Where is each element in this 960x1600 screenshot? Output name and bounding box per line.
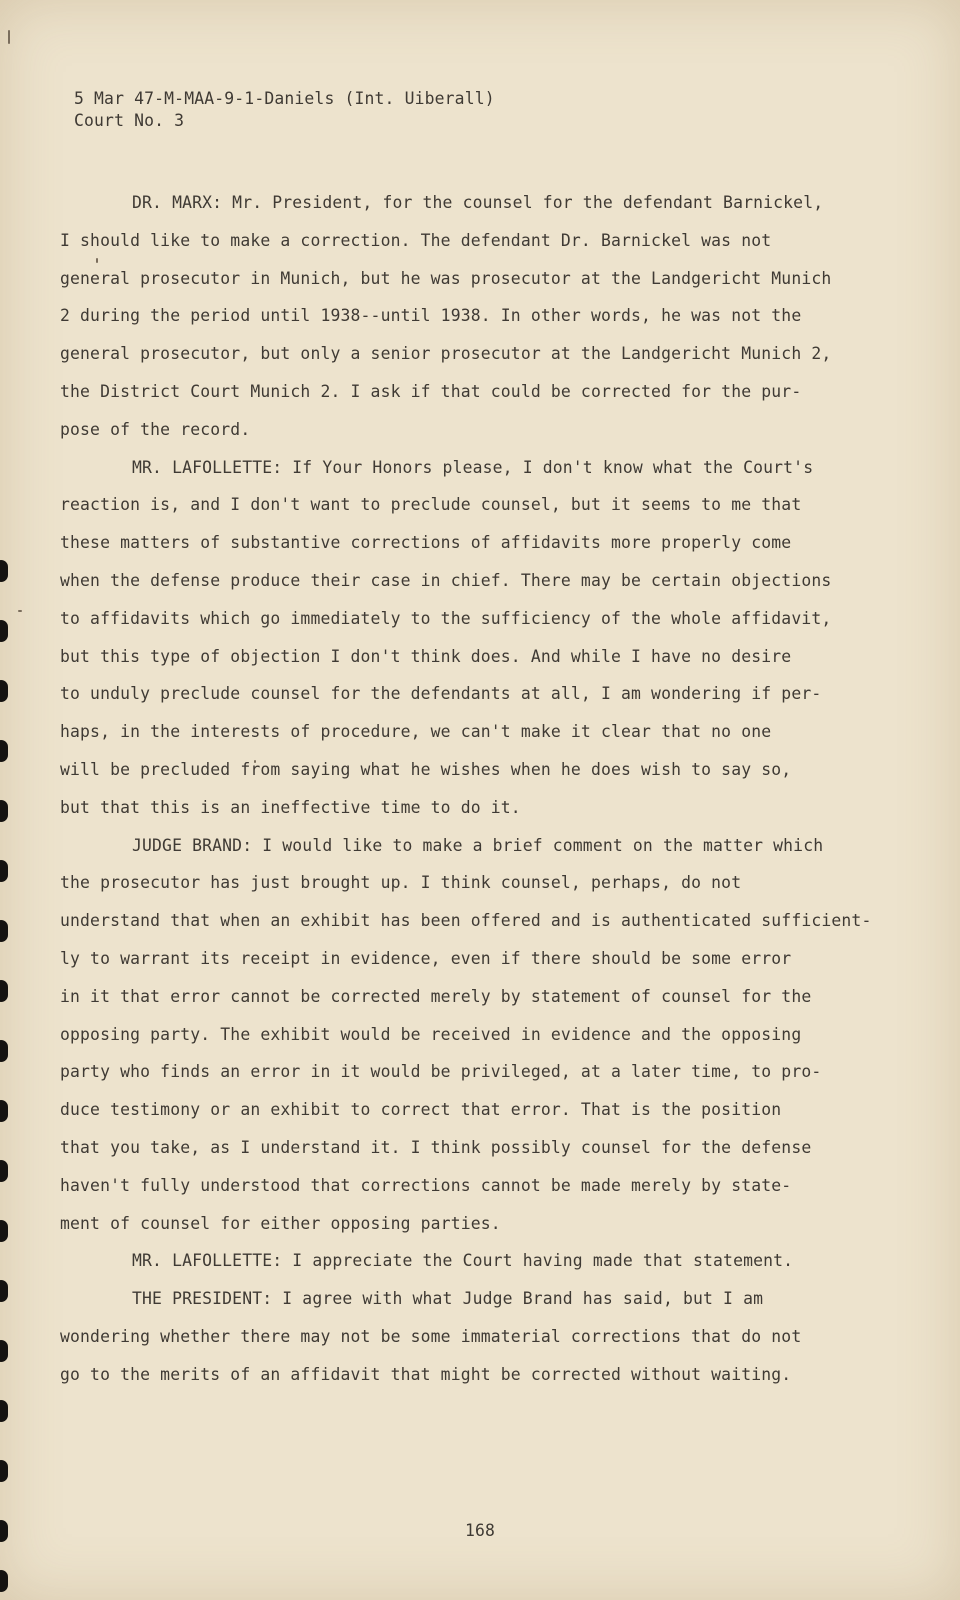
text-line: the District Court Munich 2. I ask if that could be corrected for the pur- — [60, 381, 802, 401]
text-line: that you take, as I understand it. I think possibly counsel for the defense — [60, 1137, 812, 1157]
binding-hole — [0, 920, 8, 942]
text-line: to unduly preclude counsel for the defendants at all, I am wondering if per- — [60, 684, 822, 704]
binding-hole — [0, 980, 8, 1002]
header-case-reference: 5 Mar 47-M-MAA-9-1-Daniels (Int. Uiberall) — [74, 89, 495, 108]
text-line: general prosecutor in Munich, but he was prosecutor at the Landgericht Munich — [60, 268, 832, 288]
text-line: reaction is, and I don't want to preclude counsel, but it seems to me that — [60, 495, 802, 515]
speaker-line: MR. LAFOLLETTE: If Your Honors please, I don't know what the Court's — [132, 457, 814, 477]
binding-hole — [0, 1340, 8, 1362]
text-line: I should like to make a correction. The defendant Dr. Barnickel was not — [60, 230, 772, 250]
binding-holes — [0, 560, 14, 1600]
text-line: to affidavits which go immediately to the sufficiency of the whole affidavit, — [60, 608, 832, 628]
text-line: these matters of substantive corrections of affidavits more properly come — [60, 533, 792, 553]
text-line: in it that error cannot be corrected merely by statement of counsel for the — [60, 986, 812, 1006]
binding-hole — [0, 1400, 8, 1422]
binding-hole — [0, 560, 8, 582]
text-line: when the defense produce their case in chief. There may be certain objections — [60, 570, 832, 590]
binding-hole — [0, 1570, 8, 1592]
document-header — [74, 88, 495, 132]
binding-hole — [0, 1220, 8, 1242]
binding-hole — [0, 620, 8, 642]
text-line: the prosecutor has just brought up. I think counsel, perhaps, do not — [60, 873, 742, 893]
text-line: haps, in the interests of procedure, we can't make it clear that no one — [60, 722, 772, 742]
text-line: party who finds an error in it would be privileged, at a later time, to pro- — [60, 1062, 822, 1082]
binding-hole — [0, 1040, 8, 1062]
text-line: opposing party. The exhibit would be received in evidence and the opposing — [60, 1024, 802, 1044]
speaker-line: JUDGE BRAND: I would like to make a brief comment on the matter which — [132, 835, 824, 855]
binding-hole — [0, 1280, 8, 1302]
text-line: go to the merits of an affidavit that might be corrected without waiting. — [60, 1364, 792, 1384]
text-line: ly to warrant its receipt in evidence, even if there should be some error — [60, 948, 792, 968]
speaker-line: THE PRESIDENT: I agree with what Judge Brand has said, but I am — [132, 1289, 764, 1309]
speaker-line: DR. MARX: Mr. President, for the counsel for the defendant Barnickel, — [132, 193, 824, 212]
header-court-number: Court No. 3 — [74, 111, 185, 130]
text-line: understand that when an exhibit has been offered and is authenticated sufficient- — [60, 911, 872, 931]
text-line: ment of counsel for either opposing parties. — [60, 1213, 501, 1233]
binding-hole — [0, 680, 8, 702]
binding-hole — [0, 800, 8, 822]
binding-hole — [0, 860, 8, 882]
text-line: but that this is an ineffective time to do it. — [60, 797, 521, 817]
binding-hole — [0, 1460, 8, 1482]
binding-hole — [0, 1100, 8, 1122]
text-line: duce testimony or an exhibit to correct that error. That is the position — [60, 1100, 782, 1120]
text-line: 2 during the period until 1938--until 1938. In other words, he was not the — [60, 306, 802, 326]
speaker-line: MR. LAFOLLETTE: I appreciate the Court having made that statement. — [132, 1251, 794, 1271]
text-line: wondering whether there may not be some immaterial corrections that do not — [60, 1326, 802, 1346]
paper-fleck — [8, 30, 10, 44]
text-line: general prosecutor, but only a senior prosecutor at the Landgericht Munich 2, — [60, 344, 832, 364]
binding-hole — [0, 1160, 8, 1182]
text-line: will be precluded from saying what he wishes when he does wish to say so, — [60, 759, 792, 779]
text-line: pose of the record. — [60, 419, 251, 439]
binding-hole — [0, 740, 8, 762]
paper-fleck — [18, 610, 22, 612]
page-number: 168 — [464, 1521, 496, 1540]
transcript-body — [60, 184, 880, 1394]
text-line: but this type of objection I don't think does. And while I have no desire — [60, 646, 792, 666]
text-line: haven't fully understood that corrections cannot be made merely by state- — [60, 1175, 792, 1195]
